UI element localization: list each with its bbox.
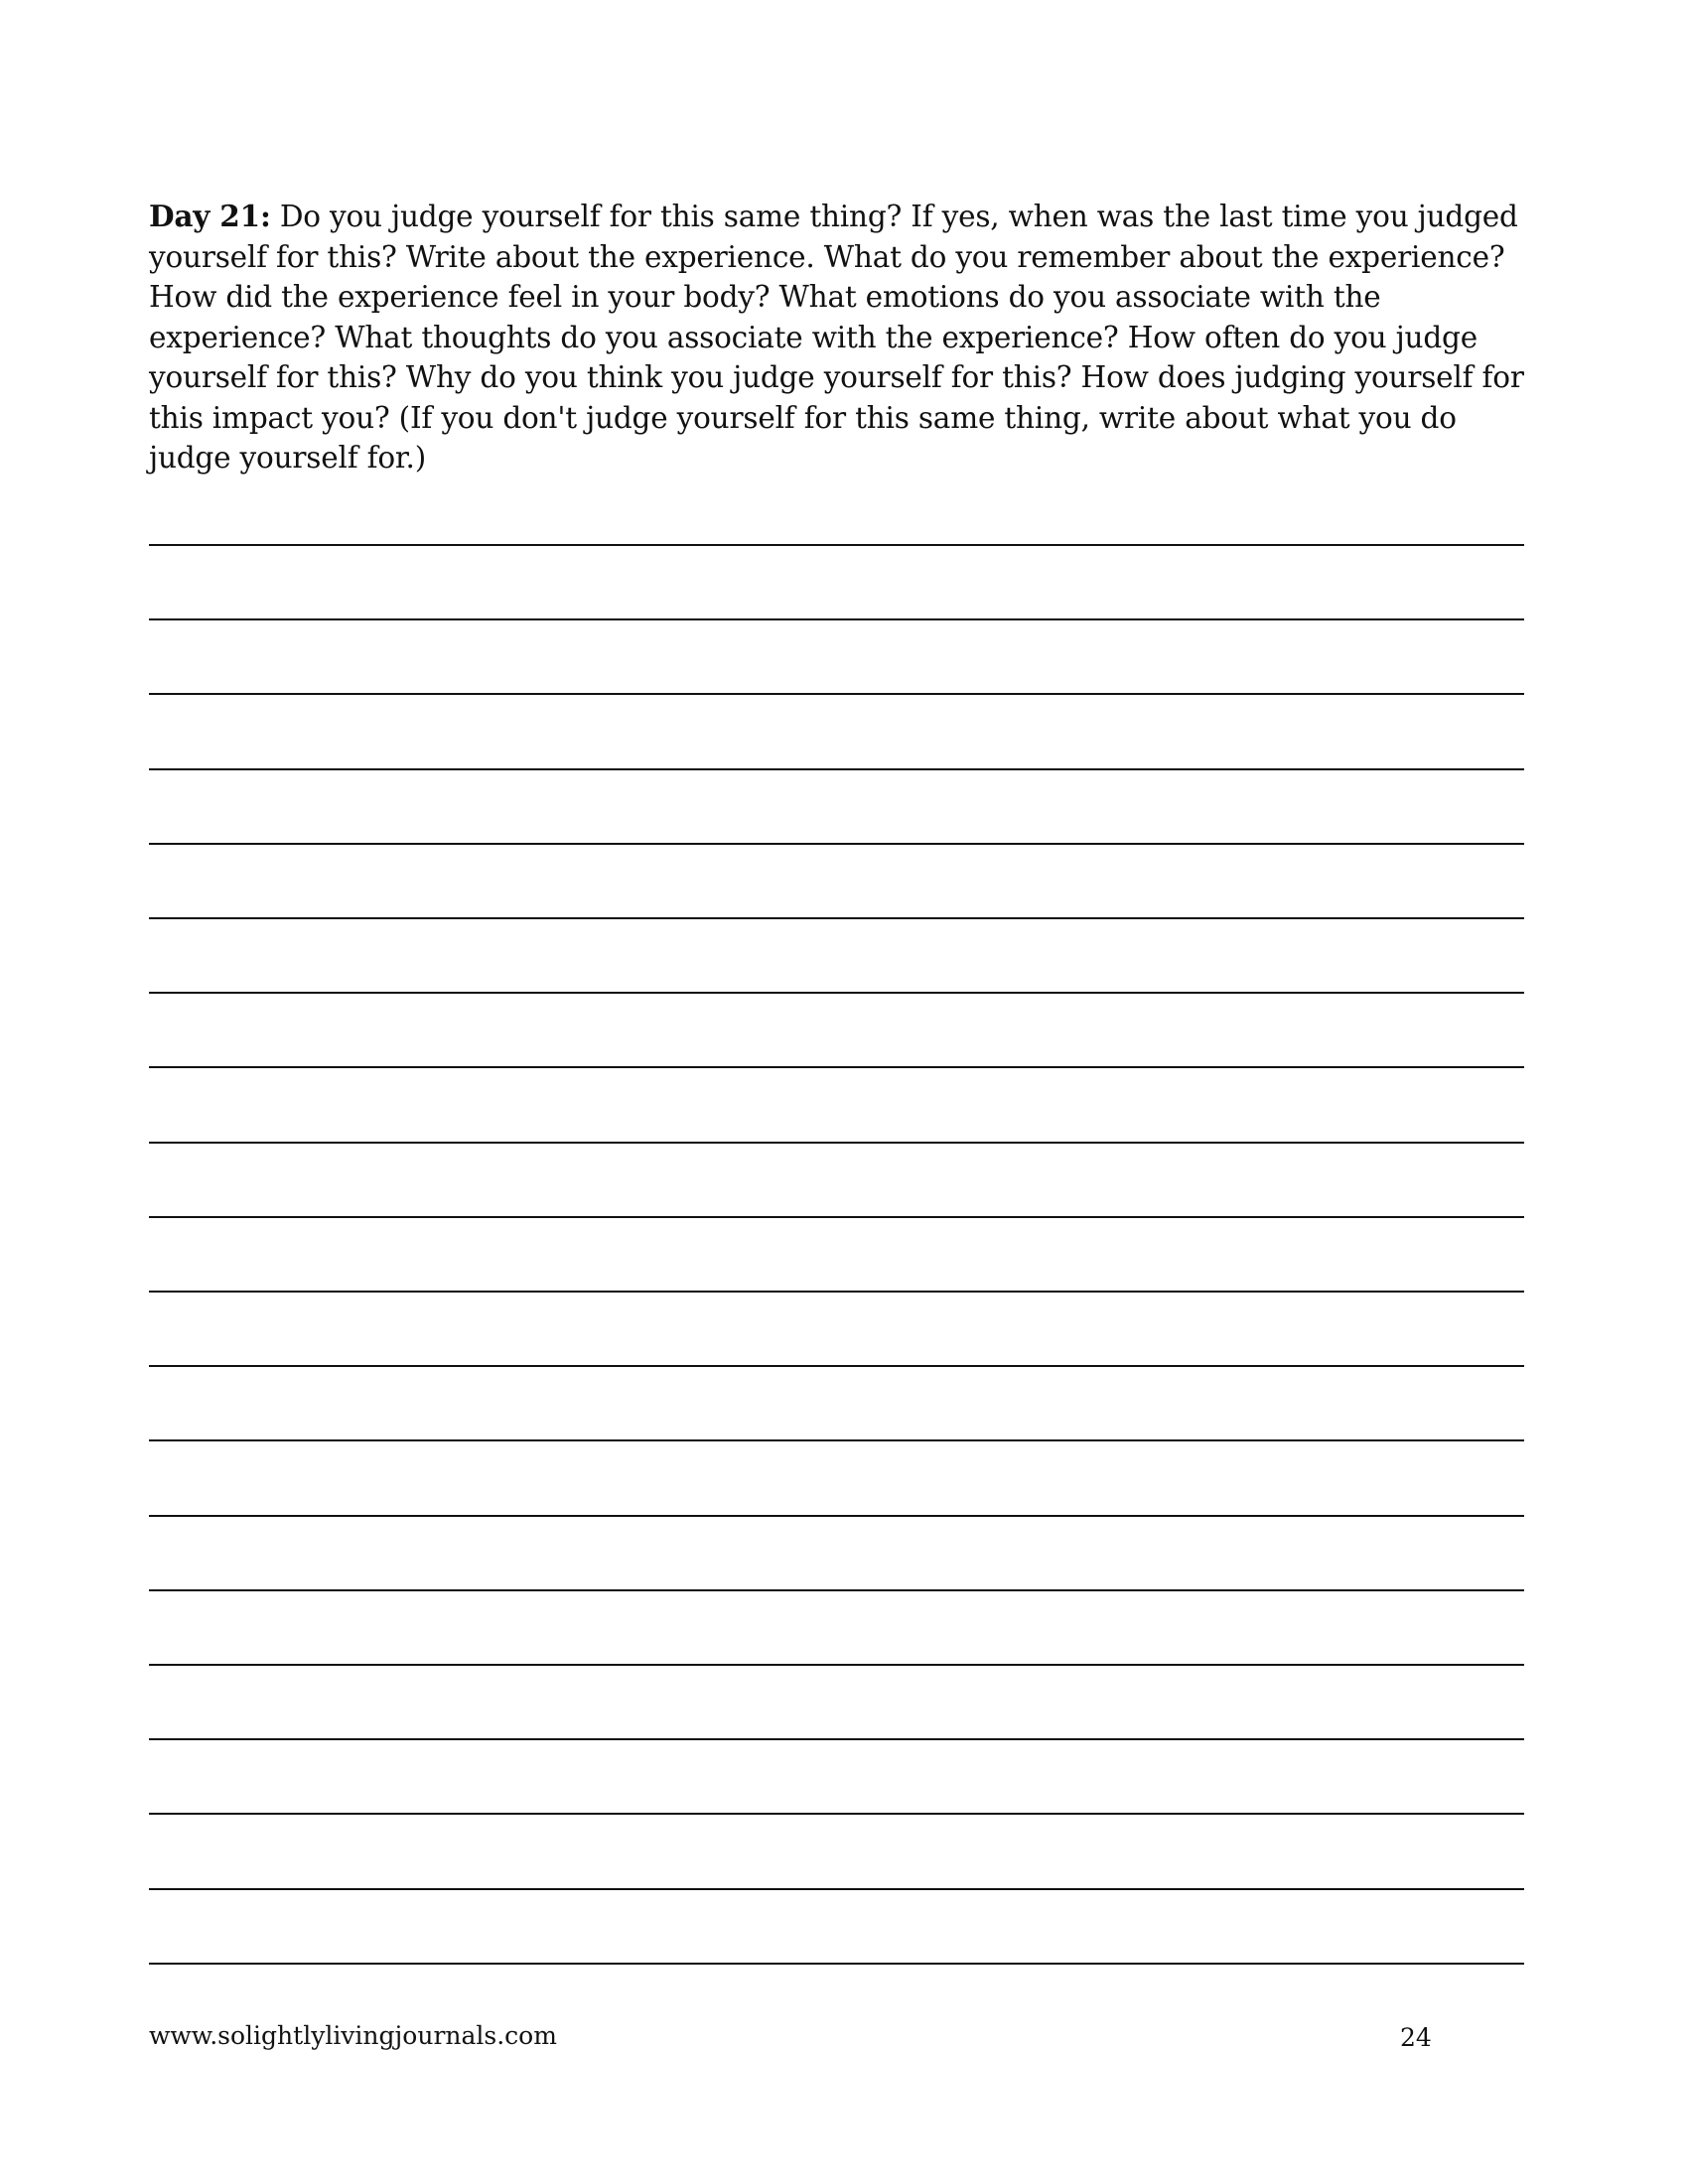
writing-line[interactable] xyxy=(149,992,1524,994)
writing-line[interactable] xyxy=(149,1589,1524,1591)
writing-line[interactable] xyxy=(149,768,1524,770)
writing-line[interactable] xyxy=(149,1664,1524,1666)
writing-line[interactable] xyxy=(149,1515,1524,1517)
prompt-text: Do you judge yourself for this same thing? If yes, when was the last time you judged yourself for this? Write about the experience. What do you remember about the experience? How did the experience feel in your body? What emotions do you associate with the experience? What thoughts do you associate with the experience? How often do you judge yourself for this? Why do you think you judge yourself for this? How does judging yourself for this impact you? (If you don't judge yourself for this same thing, write about what you do judge yourself for.) xyxy=(149,200,1524,475)
day-label: Day 21: xyxy=(149,199,271,233)
writing-line[interactable] xyxy=(149,1365,1524,1367)
footer-website-url[interactable]: www.solightlylivingjournals.com xyxy=(149,2021,557,2050)
writing-line[interactable] xyxy=(149,1439,1524,1441)
writing-line[interactable] xyxy=(149,1738,1524,1740)
writing-line[interactable] xyxy=(149,1888,1524,1890)
writing-line[interactable] xyxy=(149,1142,1524,1144)
writing-line[interactable] xyxy=(149,544,1524,546)
writing-line[interactable] xyxy=(149,1963,1524,1965)
page-number: 24 xyxy=(1400,2023,1432,2052)
journal-prompt xyxy=(149,197,1539,478)
writing-line[interactable] xyxy=(149,1813,1524,1815)
writing-line[interactable] xyxy=(149,1216,1524,1218)
writing-line[interactable] xyxy=(149,693,1524,695)
writing-line[interactable] xyxy=(149,843,1524,845)
writing-line[interactable] xyxy=(149,1291,1524,1293)
writing-line[interactable] xyxy=(149,1066,1524,1068)
writing-line[interactable] xyxy=(149,618,1524,620)
writing-line[interactable] xyxy=(149,917,1524,919)
